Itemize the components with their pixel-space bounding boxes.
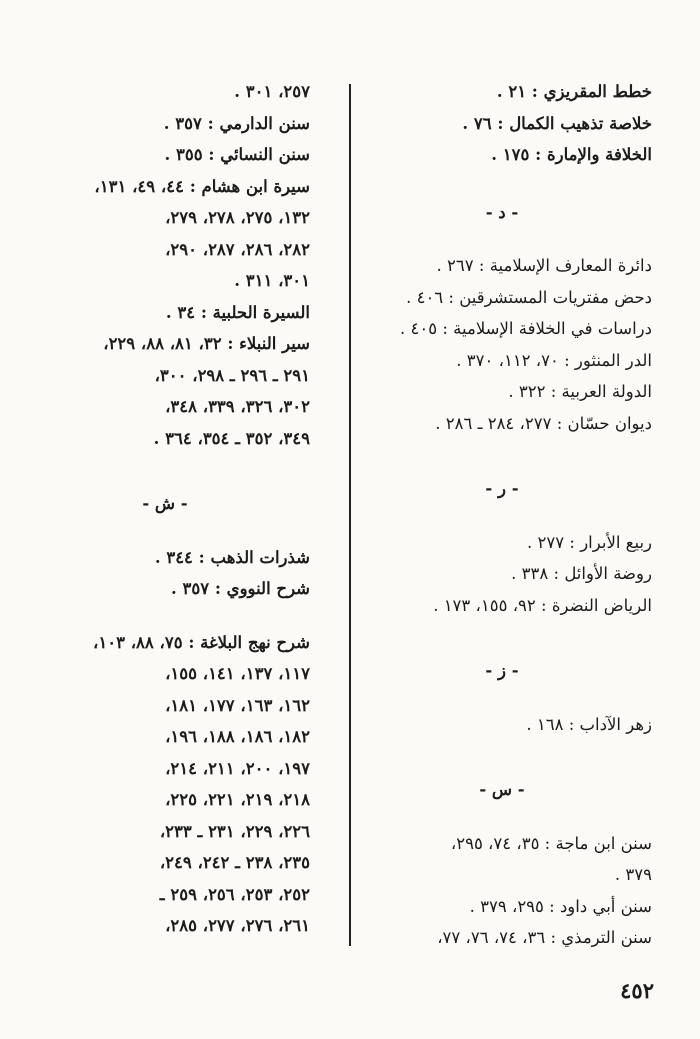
index-entry: شرح نهج البلاغة : ٧٥، ٨٨، ١٠٣، [93,632,310,652]
page-number: ٤٥٢ [620,978,654,1003]
index-entry: سنن الترمذي : ٣٦، ٧٤، ٧٦، ٧٧، [437,928,652,947]
index-entry: خطط المقريزي : ٢١ . [496,82,652,101]
index-entry: سنن الدارمي : ٣٥٧ . [163,113,310,133]
index-entry: سيرة ابن هشام : ٤٤، ٤٩، ١٣١، [94,176,310,196]
index-entry: زهر الآداب : ١٦٨ . [526,714,652,734]
index-entry: سير النبلاء : ٣٢، ٨١، ٨٨، ٢٢٩، [103,334,310,353]
section-heading-dal: - د - [485,202,519,222]
index-entry: دراسات في الخلافة الإسلامية : ٤٠٥ . [400,319,652,338]
index-entry-continuation: ٢٣٥، ٢٣٨ ـ ٢٤٢، ٢٤٩، [159,853,310,872]
index-entry: سنن النسائي : ٣٥٥ . [164,145,310,164]
section-heading-shin: - ش - [142,494,188,513]
index-entry-continuation: ٢٩١ ـ ٢٩٦ ـ ٢٩٨، ٣٠٠، [154,365,310,385]
index-entry: ديوان حسّان : ٢٧٧، ٢٨٤ ـ ٢٨٦ . [435,413,652,433]
index-entry: ربيع الأبرار : ٢٧٧ . [527,532,652,552]
index-entry: الدولة العربية : ٣٢٢ . [508,382,652,401]
index-entry-continuation: ١١٧، ١٣٧، ١٤١، ١٥٥، [165,664,310,683]
index-entry: سنن ابن ماجة : ٣٥، ٧٤، ٢٩٥، [450,833,652,853]
section-heading-za: - ز - [485,661,519,680]
index-entry-continuation: ٣٧٩ . [614,865,652,884]
index-entry-continuation: ١٦٢، ١٦٣، ١٧٧، ١٨١، [165,695,310,715]
index-entry: الخلافة والإمارة : ١٧٥ . [491,145,652,164]
index-entry-continuation: ١٩٧، ٢٠٠، ٢١١، ٢١٤، [165,758,310,778]
index-entry-continuation: ١٣٢، ٢٧٥، ٢٧٨، ٢٧٩، [165,208,310,227]
index-entry: دائرة المعارف الإسلامية : ٢٦٧ . [436,256,652,275]
index-entry-continuation: ٢١٨، ٢١٩، ٢٢١، ٢٢٥، [165,790,310,809]
index-entry: خلاصة تذهيب الكمال : ٧٦ . [462,113,652,133]
index-entry-continuation: ٢٥٧، ٣٠١ . [234,82,310,101]
index-entry: شذرات الذهب : ٣٤٤ . [154,547,310,567]
index-entry-continuation: ٢٥٢، ٢٥٣، ٢٥٦، ٢٥٩ ـ [159,884,310,904]
index-entry-continuation: ١٨٢، ١٨٦، ١٨٨، ١٩٦، [165,727,310,746]
index-entry-continuation: ٣٠٢، ٣٢٦، ٣٣٩، ٣٤٨، [165,397,310,416]
index-entry: شرح النووي : ٣٥٧ . [171,579,310,598]
right-column [352,76,652,954]
index-entry-continuation: ٢٨٢، ٢٨٦، ٢٨٧، ٢٩٠، [165,239,310,259]
index-entry: الدر المنثور : ٧٠، ١١٢، ٣٧٠ . [456,350,652,370]
index-entry-continuation: ٢٦١، ٢٧٦، ٢٧٧، ٢٨٥، [165,916,310,935]
section-heading-ra: - ر - [485,479,519,498]
index-entry: الرياض النضرة : ٩٢، ١٥٥، ١٧٣ . [433,595,652,615]
index-entry-continuation: ٣٤٩، ٣٥٢ ـ ٣٥٤، ٣٦٤ . [153,428,310,448]
column-divider [349,84,351,946]
index-entry: روضة الأوائل : ٣٣٨ . [511,564,652,583]
index-entry-continuation: ٢٢٦، ٢٢٩، ٢٣١ ـ ٢٣٣، [159,821,310,841]
left-column [20,76,310,942]
section-heading-sin: - س - [479,780,525,799]
index-entry-continuation: ٣٠١، ٣١١ . [234,271,310,290]
index-entry: دحض مفتريات المستشرقين : ٤٠٦ . [406,287,652,307]
index-entry: سنن أبي داود : ٢٩٥، ٣٧٩ . [469,896,652,916]
index-entry: السيرة الحلبية : ٣٤ . [165,302,310,322]
